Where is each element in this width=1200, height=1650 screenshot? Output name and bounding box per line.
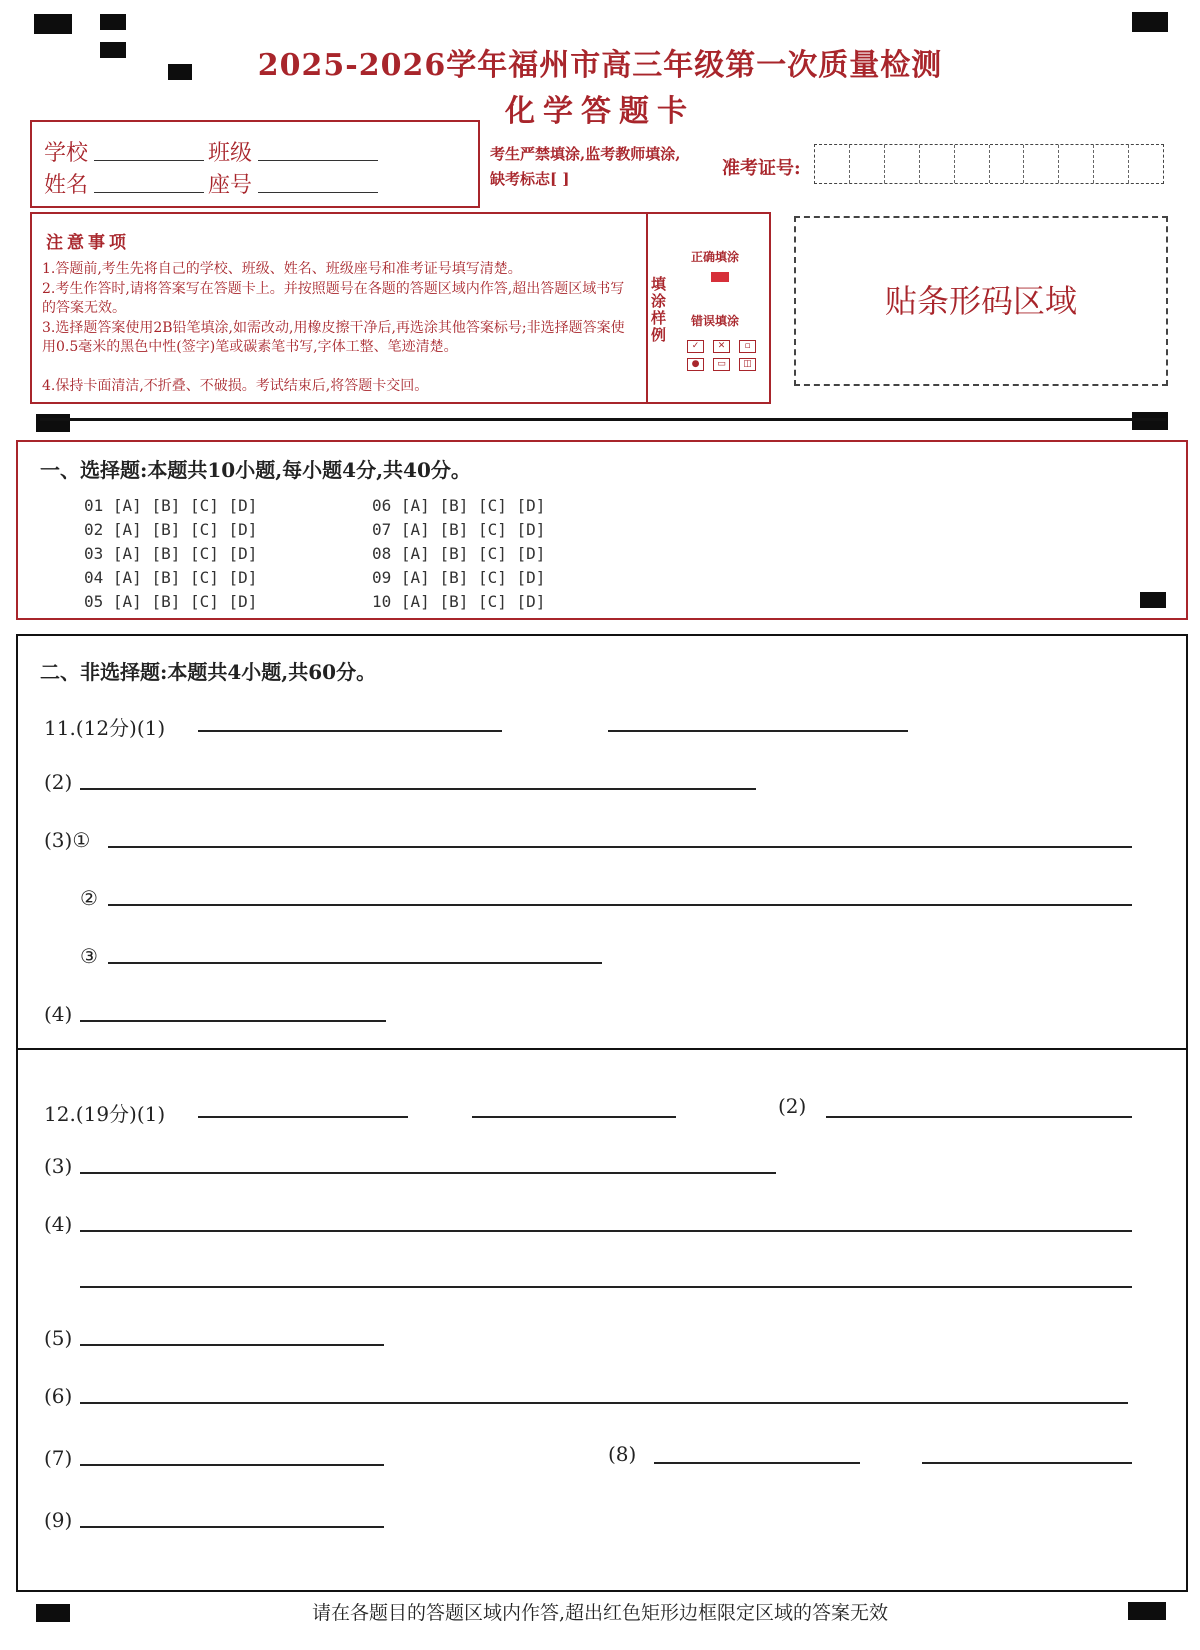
seat-field[interactable] bbox=[258, 192, 378, 193]
choice-options[interactable]: [A] [B] [C] [D] bbox=[400, 568, 546, 587]
page-title: 2025-2026学年福州市高三年级第一次质量检测 bbox=[257, 48, 943, 83]
answer-line[interactable] bbox=[198, 730, 502, 732]
fill-sample-box bbox=[645, 212, 771, 404]
question-number: 10 bbox=[372, 592, 392, 611]
q11-part2: (2) bbox=[44, 770, 73, 794]
choice-options[interactable]: [A] [B] [C] [D] bbox=[400, 592, 546, 611]
proctor-note-line1: 考生严禁填涂,监考教师填涂, bbox=[490, 145, 681, 163]
class-field[interactable] bbox=[258, 160, 378, 161]
q12-part9: (9) bbox=[44, 1508, 73, 1532]
registration-mark bbox=[1132, 12, 1168, 32]
choice-row[interactable] bbox=[372, 496, 545, 515]
answer-line[interactable] bbox=[80, 788, 756, 790]
notice-item: 1.答题前,考生先将自己的学校、班级、姓名、班级座号和准考证号填写清楚。 bbox=[42, 261, 522, 277]
notice-item: 2.考生作答时,请将答案写在答题卡上。并按照题号在各题的答题区域内作答,超出答题区域书写的答案无效。 bbox=[42, 281, 625, 316]
question-number: 02 bbox=[84, 520, 104, 539]
choice-row[interactable] bbox=[372, 544, 545, 563]
answer-line[interactable] bbox=[80, 1172, 776, 1174]
registration-mark bbox=[1132, 412, 1168, 430]
notice-item: 4.保持卡面清洁,不折叠、不破损。考试结束后,将答题卡交回。 bbox=[42, 378, 429, 394]
choice-row[interactable] bbox=[84, 592, 257, 611]
section1-heading: 一、选择题:本题共10小题,每小题4分,共40分。 bbox=[40, 458, 471, 482]
answer-line[interactable] bbox=[80, 1020, 386, 1022]
name-label: 姓名 bbox=[44, 173, 89, 198]
exam-id-cell[interactable] bbox=[920, 145, 955, 183]
question-divider bbox=[18, 1048, 1186, 1050]
exam-id-cell[interactable] bbox=[850, 145, 885, 183]
registration-mark bbox=[36, 414, 70, 432]
choice-options[interactable]: [A] [B] [C] [D] bbox=[400, 496, 546, 515]
notice-title: 注意事项 bbox=[46, 233, 130, 253]
fill-sample-side-label: 填涂样例 bbox=[651, 275, 667, 344]
choice-row[interactable] bbox=[84, 568, 257, 587]
choice-options[interactable]: [A] [B] [C] [D] bbox=[112, 520, 258, 539]
exam-id-cell[interactable] bbox=[815, 145, 850, 183]
choice-row[interactable] bbox=[372, 568, 545, 587]
section-choice bbox=[16, 440, 1188, 620]
barcode-area-label: 贴条形码区域 bbox=[884, 282, 1077, 320]
question-number: 01 bbox=[84, 496, 104, 515]
barcode-area bbox=[794, 216, 1168, 386]
q11-part3-2: ② bbox=[80, 886, 98, 910]
question-number: 07 bbox=[372, 520, 392, 539]
name-field[interactable] bbox=[94, 192, 204, 193]
choice-row[interactable] bbox=[84, 544, 257, 563]
dot-mark-icon: ● bbox=[687, 358, 704, 371]
choice-options[interactable]: [A] [B] [C] [D] bbox=[112, 568, 258, 587]
choice-options[interactable]: [A] [B] [C] [D] bbox=[400, 544, 546, 563]
answer-line[interactable] bbox=[80, 1464, 384, 1466]
answer-line[interactable] bbox=[472, 1116, 676, 1118]
answer-line[interactable] bbox=[198, 1116, 408, 1118]
school-label: 学校 bbox=[44, 141, 89, 166]
choice-options[interactable]: [A] [B] [C] [D] bbox=[112, 544, 258, 563]
q12-part6: (6) bbox=[44, 1384, 73, 1408]
answer-line[interactable] bbox=[80, 1402, 1128, 1404]
q12-part7: (7) bbox=[44, 1446, 73, 1470]
q12-part3: (3) bbox=[44, 1154, 73, 1178]
answer-line[interactable] bbox=[80, 1286, 1132, 1288]
q11-part3-1: (3)① bbox=[44, 828, 91, 852]
q12-part2: (2) bbox=[778, 1094, 807, 1118]
empty-box-icon: ▫ bbox=[739, 340, 756, 353]
seat-label: 座号 bbox=[208, 173, 253, 198]
cross-mark-icon: ✕ bbox=[713, 340, 730, 353]
answer-line[interactable] bbox=[80, 1230, 1132, 1232]
class-label: 班级 bbox=[208, 141, 253, 166]
school-field[interactable] bbox=[94, 160, 204, 161]
registration-mark bbox=[34, 14, 72, 34]
q12-part8: (8) bbox=[608, 1442, 637, 1466]
partial-mark-icon: ◫ bbox=[739, 358, 756, 371]
page-subtitle: 化学答题卡 bbox=[505, 94, 695, 129]
question-number: 08 bbox=[372, 544, 392, 563]
exam-id-cell[interactable] bbox=[990, 145, 1025, 183]
question-number: 05 bbox=[84, 592, 104, 611]
notice-box bbox=[30, 212, 648, 404]
choice-options[interactable]: [A] [B] [C] [D] bbox=[112, 592, 258, 611]
notice-item: 3.选择题答案使用2B铅笔填涂,如需改动,用橡皮擦干净后,再选涂其他答案标号;非选择题答案使用0.5毫米的黑色中性(签字)笔或碳素笔书写,字体工整、笔迹清楚。 bbox=[42, 320, 625, 355]
choice-options[interactable]: [A] [B] [C] [D] bbox=[400, 520, 546, 539]
choice-options[interactable]: [A] [B] [C] [D] bbox=[112, 496, 258, 515]
wrong-fill-label: 错误填涂 bbox=[691, 314, 740, 328]
section2-heading: 二、非选择题:本题共4小题,共60分。 bbox=[40, 660, 377, 684]
answer-line[interactable] bbox=[108, 904, 1132, 906]
answer-line[interactable] bbox=[108, 846, 1132, 848]
check-mark-icon: ✓ bbox=[687, 340, 704, 353]
answer-line[interactable] bbox=[826, 1116, 1132, 1118]
choice-row[interactable] bbox=[84, 520, 257, 539]
exam-id-cell[interactable] bbox=[1059, 145, 1094, 183]
answer-line[interactable] bbox=[608, 730, 908, 732]
q12-part5: (5) bbox=[44, 1326, 73, 1350]
q11-part3-3: ③ bbox=[80, 944, 98, 968]
correct-fill-sample bbox=[711, 272, 729, 282]
absent-mark-box[interactable]: 缺考标志[ ] bbox=[490, 170, 570, 188]
q12-part4: (4) bbox=[44, 1212, 73, 1236]
exam-id-cell[interactable] bbox=[1129, 145, 1163, 183]
footer-note: 请在各题目的答题区域内作答,超出红色矩形边框限定区域的答案无效 bbox=[311, 1602, 889, 1624]
section-separator bbox=[40, 418, 1166, 421]
exam-id-label: 准考证号: bbox=[722, 158, 801, 179]
choice-row[interactable] bbox=[372, 592, 545, 611]
exam-id-cell[interactable] bbox=[955, 145, 990, 183]
registration-mark bbox=[100, 14, 126, 30]
question-number: 03 bbox=[84, 544, 104, 563]
exam-id-cell[interactable] bbox=[1024, 145, 1059, 183]
student-info-box bbox=[30, 120, 480, 208]
section-non-choice bbox=[16, 634, 1188, 1592]
answer-line[interactable] bbox=[922, 1462, 1132, 1464]
question-number: 09 bbox=[372, 568, 392, 587]
answer-line[interactable] bbox=[654, 1462, 860, 1464]
answer-line[interactable] bbox=[108, 962, 602, 964]
answer-line[interactable] bbox=[80, 1526, 384, 1528]
exam-id-grid[interactable] bbox=[814, 144, 1164, 184]
question-number: 06 bbox=[372, 496, 392, 515]
q12-head: 12.(19分)(1) bbox=[44, 1102, 166, 1126]
answer-line[interactable] bbox=[80, 1344, 384, 1346]
exam-id-cell[interactable] bbox=[885, 145, 920, 183]
slash-mark-icon: ▭ bbox=[713, 358, 730, 371]
choice-row[interactable] bbox=[372, 520, 545, 539]
q11-part4: (4) bbox=[44, 1002, 73, 1026]
exam-id-cell[interactable] bbox=[1094, 145, 1129, 183]
correct-fill-label: 正确填涂 bbox=[691, 250, 740, 264]
question-number: 04 bbox=[84, 568, 104, 587]
q11-head: 11.(12分)(1) bbox=[44, 716, 166, 740]
choice-row[interactable] bbox=[84, 496, 257, 515]
